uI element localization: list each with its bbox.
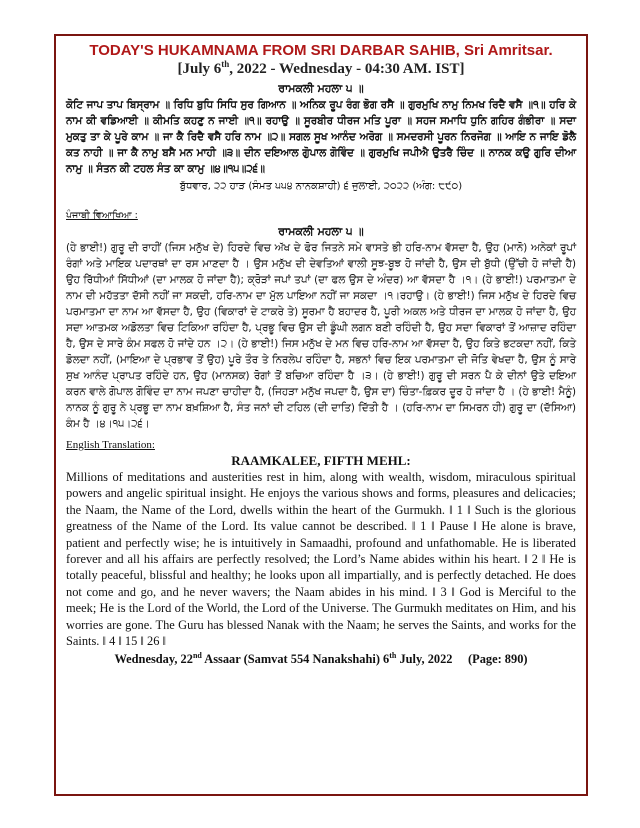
footer-day-pre: Wednesday, 22 — [114, 652, 193, 667]
footer-day-suffix: nd — [192, 651, 202, 661]
english-translation-label: English Translation: — [66, 439, 155, 451]
punjabi-date-line: ਬੁੱਧਵਾਰ, ੨੨ ਹਾੜ (ਸੰਮਤ ੫੫੪ ਨਾਨਕਸ਼ਾਹੀ) ੬ ਜੁਲਾਈ, ੨੦੨੨ (ਅੰਗ: ੮੯੦) — [179, 181, 463, 192]
date-line — [66, 60, 576, 78]
shabad-text: ਕੋਟਿ ਜਾਪ ਤਾਪ ਬਿਸ੍ਰਾਮ ॥ ਰਿਧਿ ਬੁਧਿ ਸਿਧਿ ਸੁਰ ਗਿਆਨ ॥ ਅਨਿਕ ਰੂਪ ਰੰਗ ਭੋਗ ਰਸੈ ॥ ਗੁਰਮੁਖਿ ਨਾਮੁ ਨਿਮਖ ਰਿਦੈ ਵਸੈ ॥੧॥ ਹਰਿ ਕੇ ਨਾਮ ਕੀ ਵਡਿਆਈ ॥ ਕੀਮਤਿ ਕਹਣੁ ਨ ਜਾਈ ॥੧॥ ਰਹਾਉ ॥ ਸੂਰਬੀਰ ਧੀਰਜ ਮਤਿ ਪੂਰਾ ॥ ਸਹਜ ਸਮਾਧਿ ਧੁਨਿ ਗਹਿਰ ਗੰਭੀਰਾ ॥ ਸਦਾ ਮੁਕਤੁ ਤਾ ਕੇ ਪੂਰੇ ਕਾਮ ॥ ਜਾ ਕੈ ਰਿਦੈ ਵਸੈ ਹਰਿ ਨਾਮ ॥੨॥ ਸਗਲ ਸੂਖ ਆਨੰਦ ਅਰੋਗ ॥ ਸਮਦਰਸੀ ਪੂਰਨ ਨਿਰਜੋਗ ॥ ਆਇ ਨ ਜਾਇ ਡੋਲੈ ਕਤ ਨਾਹੀ ॥ ਜਾ ਕੈ ਨਾਮੁ ਬਸੈ ਮਨ ਮਾਹੀ ॥੩॥ ਦੀਨ ਦਇਆਲ ਗੋੁਪਾਲ ਗੋਵਿੰਦ ॥ ਗੁਰਮੁਖਿ ਜਪੀਐ ਉਤਰੈ ਚਿੰਦ ॥ ਨਾਨਕ ਕਉ ਗੁਰਿ ਦੀਆ ਨਾਮੁ ॥ ਸੰਤਨ ਕੀ ਟਹਲ ਸੰਤ ਕਾ ਕਾਮੁ ॥੪॥੧੫॥੨੬॥ — [66, 99, 576, 175]
hukamnama-page — [54, 34, 588, 796]
english-translation-text: Millions of meditations and austerities rest in him, along with wealth, wisdom, miraculous spiritual powers and angelic spiritual insight. He enjoys the various shows and forms, pleasures and delicacies; the Naam, the Name of the Lord, dwells within the heart of the Gurmukh. ‖ 1 ‖ Such is the glorious greatness of the Name of the Lord. Its value cannot be described. ‖ 1 ‖ Pause ‖ He alone is brave, patient and perfectly wise; he is intuitively in Samaadhi, profound and unfathomable. He is liberated forever and all his affairs are perfectly resolved; the Lord’s Name abides within his heart. ‖ 2 ‖ He is totally peaceful, blissful and healthy; he looks upon all impartially, and is perfectly detached. He does not come and go, and he never wavers; the Naam abides in his mind. ‖ 3 ‖ God is Merciful to the meek; He is the Lord of the World, the Lord of the Universe. The Gurmukh meditates on Him, and his worries are gone. The Guru has blessed Nanak with the Naam; he serves the Saints, and works for the Saints. ‖ 4 ‖ 15 ‖ 26 ‖ — [66, 470, 576, 649]
punjabi-explanation-label: ਪੰਜਾਬੀ ਵਿਆਖਿਆ : — [66, 210, 138, 221]
footer-month-suffix: th — [389, 651, 397, 661]
date-suffix: th — [221, 59, 230, 69]
date-open: [July 6 — [177, 61, 222, 77]
footer-day-post: July, 2022 — [396, 652, 453, 667]
date-rest: , 2022 - Wednesday - 04:30 AM. IST] — [229, 61, 465, 77]
punjabi-explanation-heading: ਰਾਮਕਲੀ ਮਹਲਾ ੫ ॥ — [278, 225, 364, 238]
footer-date — [66, 651, 576, 668]
english-heading: RAAMKALEE, FIFTH MEHL: — [231, 453, 411, 468]
footer-page-number: (Page: 890) — [468, 652, 528, 667]
shabad-heading: ਰਾਮਕਲੀ ਮਹਲਾ ੫ ॥ — [278, 82, 364, 95]
punjabi-explanation-text: (ਹੇ ਭਾਈ!) ਗੁਰੂ ਦੀ ਰਾਹੀਂ (ਜਿਸ ਮਨੁੱਖ ਦੇ) ਹਿਰਦੇ ਵਿਚ ਅੱਖ ਦੇ ਫੋਰ ਜਿਤਨੇ ਸਮੇ ਵਾਸਤੇ ਭੀ ਹਰਿ-ਨਾਮ ਵੱਸਦਾ ਹੈ, ਉਹ (ਮਾਨੋ) ਅਨੇਕਾਂ ਰੂਪਾਂ ਰੰਗਾਂ ਅਤੇ ਮਾਇਕ ਪਦਾਰਥਾਂ ਦਾ ਰਸ ਮਾਣਦਾ ਹੈ । ਉਸ ਮਨੁੱਖ ਦੀ ਦੇਵਤਿਆਂ ਵਾਲੀ ਸੂਝ-ਬੂਝ ਹੋ ਜਾਂਦੀ ਹੈ, ਉਸ ਦੀ ਬੁੱਧੀ (ਉੱਚੀ ਹੋ ਜਾਂਦੀ ਹੈ) ਉਹ ਰਿੱਧੀਆਂ ਸਿੱਧੀਆਂ (ਦਾ ਮਾਲਕ ਹੋ ਜਾਂਦਾ ਹੈ); ਕ੍ਰੋੜਾਂ ਜਪਾਂ ਤਪਾਂ (ਦਾ ਫਲ ਉਸ ਦੇ ਅੰਦਰ) ਆ ਵੱਸਦਾ ਹੈ ।੧। (ਹੇ ਭਾਈ!) ਪਰਮਾਤਮਾ ਦੇ ਨਾਮ ਦੀ ਮਹੱਤਤਾ ਦੱਸੀ ਨਹੀਂ ਜਾ ਸਕਦੀ, ਹਰਿ-ਨਾਮ ਦਾ ਮੁੱਲ ਪਾਇਆ ਨਹੀਂ ਜਾ ਸਕਦਾ ।੧।ਰਹਾਉ। (ਹੇ ਭਾਈ!) ਜਿਸ ਮਨੁੱਖ ਦੇ ਹਿਰਦੇ ਵਿਚ ਪਰਮਾਤਮਾ ਦਾ ਨਾਮ ਆ ਵੱਸਦਾ ਹੈ, ਉਹ (ਵਿਕਾਰਾਂ ਦੇ ਟਾਕਰੇ ਤੇ) ਸੂਰਮਾ ਹੈ ਬਹਾਦਰ ਹੈ, ਪੂਰੀ ਅਕਲ ਅਤੇ ਧੀਰਜ ਦਾ ਮਾਲਕ ਹੋ ਜਾਂਦਾ ਹੈ, ਉਹ ਸਦਾ ਆਤਮਕ ਅਡੋਲਤਾ ਵਿਚ ਟਿਕਿਆ ਰਹਿੰਦਾ ਹੈ, ਪ੍ਰਭੂ ਵਿਚ ਉਸ ਦੀ ਡੂੰਘੀ ਲਗਨ ਬਣੀ ਰਹਿੰਦੀ ਹੈ, ਉਹ ਸਦਾ ਵਿਕਾਰਾਂ ਤੋਂ ਆਜ਼ਾਦ ਰਹਿੰਦਾ ਹੈ, ਉਸ ਦੇ ਸਾਰੇ ਕੰਮ ਸਫਲ ਹੋ ਜਾਂਦੇ ਹਨ ।੨। (ਹੇ ਭਾਈ!) ਜਿਸ ਮਨੁੱਖ ਦੇ ਮਨ ਵਿਚ ਹਰਿ-ਨਾਮ ਆ ਵੱਸਦਾ ਹੈ, ਉਹ ਕਿਤੇ ਭਟਕਦਾ ਨਹੀਂ, ਕਿਤੇ ਡੋਲਦਾ ਨਹੀਂ, (ਮਾਇਆ ਦੇ ਪ੍ਰਭਾਵ ਤੋਂ ਉਹ) ਪੂਰੇ ਤੌਰ ਤੇ ਨਿਰਲੇਪ ਰਹਿੰਦਾ ਹੈ, ਸਭਨਾਂ ਵਿਚ ਇਕ ਪਰਮਾਤਮਾ ਦੀ ਜੋਤਿ ਵੇਖਦਾ ਹੈ, ਉਸ ਨੂੰ ਸਾਰੇ ਸੁਖ ਆਨੰਦ ਪ੍ਰਾਪਤ ਰਹਿੰਦੇ ਹਨ, ਉਹ (ਮਾਨਸਕ) ਰੋਗਾਂ ਤੋਂ ਬਚਿਆ ਰਹਿੰਦਾ ਹੈ ।੩। (ਹੇ ਭਾਈ!) ਗੁਰੂ ਦੀ ਸਰਨ ਪੈ ਕੇ ਦੀਨਾਂ ਉਤੇ ਦਇਆ ਕਰਨ ਵਾਲੇ ਗੋਪਾਲ ਗੋਵਿੰਦ ਦਾ ਨਾਮ ਜਪਣਾ ਚਾਹੀਦਾ ਹੈ, (ਜਿਹੜਾ ਮਨੁੱਖ ਜਪਦਾ ਹੈ, ਉਸ ਦਾ) ਚਿੰਤਾ-ਫ਼ਿਕਰ ਦੂਰ ਹੋ ਜਾਂਦਾ ਹੈ । (ਹੇ ਭਾਈ! ਮੈਨੂੰ) ਨਾਨਕ ਨੂੰ ਗੁਰੂ ਨੇ ਪ੍ਰਭੂ ਦਾ ਨਾਮ ਬਖ਼ਸ਼ਿਆ ਹੈ, ਸੰਤ ਜਨਾਂ ਦੀ ਟਹਿਲ (ਦੀ ਦਾਤਿ) ਦਿੱਤੀ ਹੈ । (ਹਰਿ-ਨਾਮ ਦਾ ਸਿਮਰਨ ਹੀ) ਗੁਰੂ ਦਾ (ਦੱਸਿਆ) ਕੰਮ ਹੈ ।੪।੧੫।੨੬। — [66, 242, 576, 430]
page-title: TODAY'S HUKAMNAMA FROM SRI DARBAR SAHIB, Sri Amritsar. — [89, 42, 553, 59]
footer-day-mid: Assaar (Samvat 554 Nanakshahi) 6 — [201, 652, 390, 667]
